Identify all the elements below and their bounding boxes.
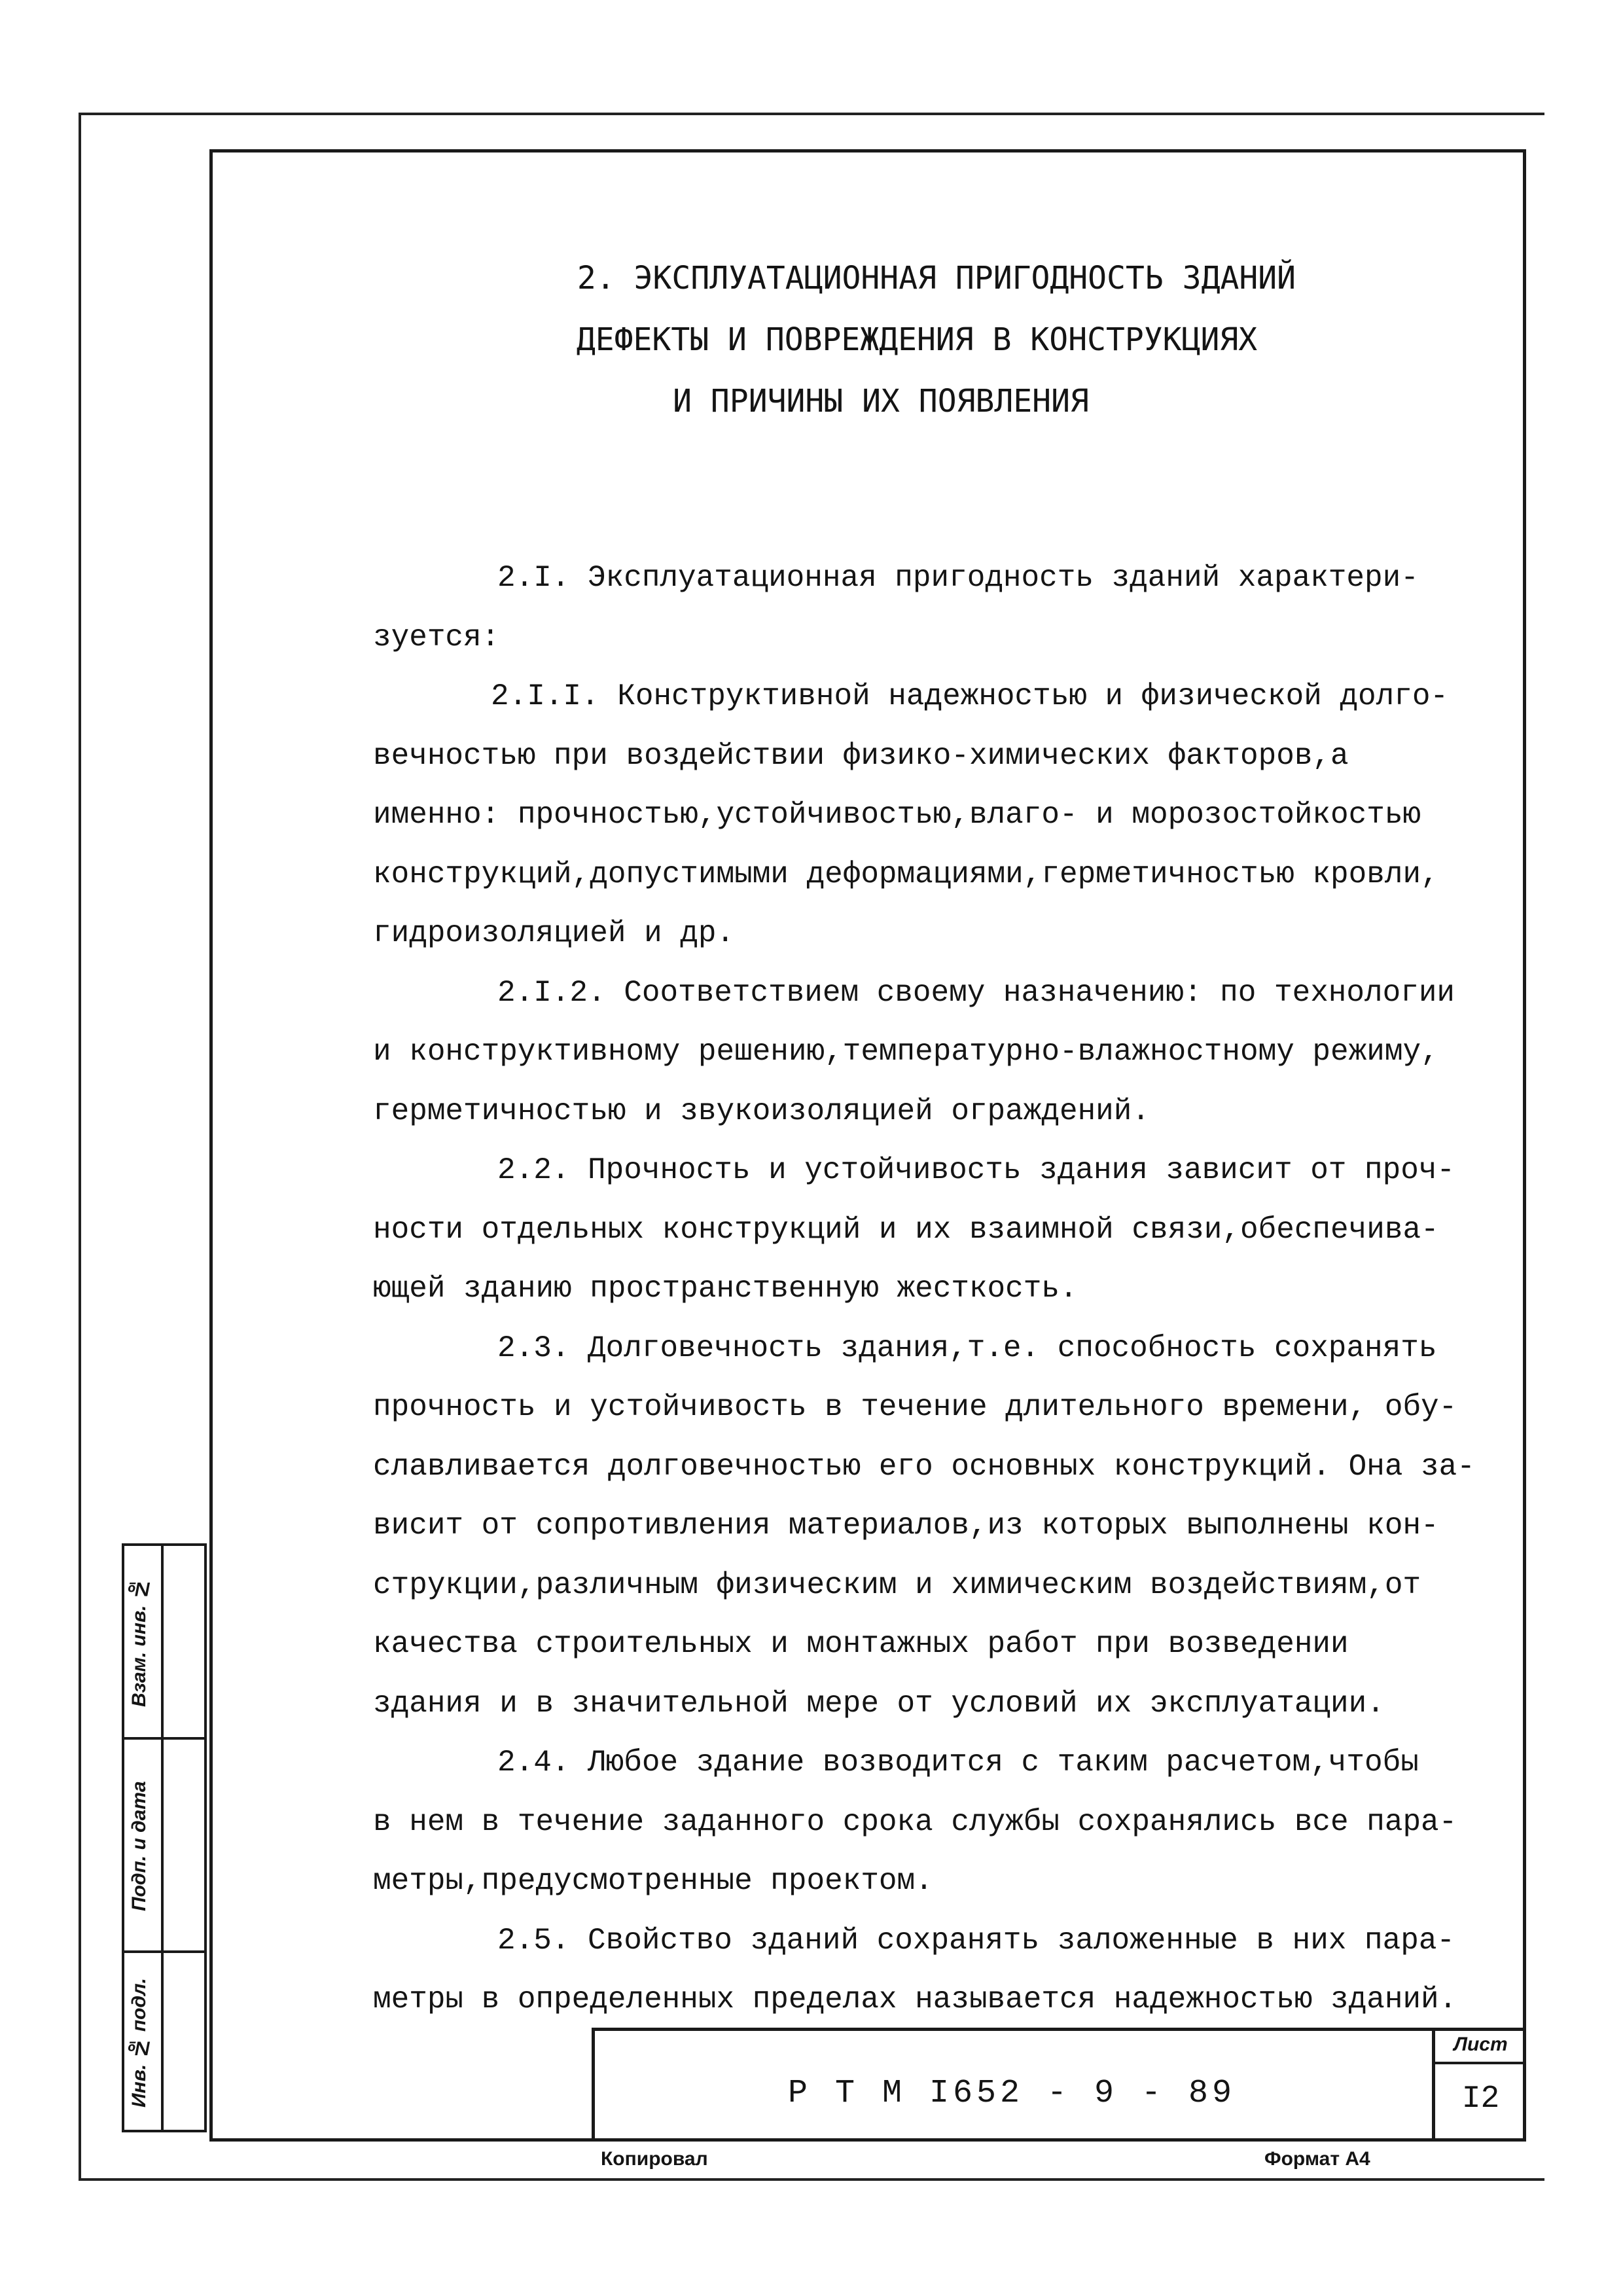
title-line-1: 2. ЭКСПЛУАТАЦИОННАЯ ПРИГОДНОСТЬ ЗДАНИЙ	[577, 260, 1296, 296]
text-line: вечностью при воздействии физико-химических факторов,а	[373, 738, 1349, 773]
text-line: висит от сопротивления материалов,из которых выполнены кон-	[373, 1509, 1439, 1543]
text-line: ности отдельных конструкций и их взаимной связи,обеспечива-	[373, 1212, 1439, 1247]
podp-label: Подп. и дата	[128, 1781, 150, 1912]
sheet-box	[1432, 2028, 1526, 2142]
text-line: 2.I. Эксплуатационная пригодность зданий характери-	[497, 561, 1419, 595]
text-line: гидроизоляцией и др.	[373, 916, 735, 950]
inv-label: Инв. № подл.	[128, 1978, 150, 2108]
footer-format: Формат А4	[1264, 2148, 1370, 2170]
text-line: прочность и устойчивость в течение длительного времени, обу-	[373, 1390, 1457, 1424]
text-line: 2.5. Свойство зданий сохранять заложенные в них пара-	[497, 1923, 1455, 1958]
title-line-2: ДЕФЕКТЫ И ПОВРЕЖДЕНИЯ В КОНСТРУКЦИЯХ	[576, 321, 1258, 358]
text-line: 2.3. Долговечность здания,т.е. способность сохранять	[497, 1331, 1437, 1365]
title-line-3: И ПРИЧИНЫ ИХ ПОЯВЛЕНИЯ	[673, 383, 1089, 420]
text-line: 2.2. Прочность и устойчивость здания зависит от проч-	[497, 1153, 1455, 1187]
text-line: герметичностью и звукоизоляцией ограждений.	[373, 1094, 1150, 1128]
sheet-number: I2	[1461, 2081, 1500, 2117]
text-line: ющей зданию пространственную жесткость.	[373, 1272, 1078, 1306]
body-text	[373, 548, 1486, 2030]
text-line: качества строительных и монтажных работ при возведении	[373, 1627, 1349, 1661]
text-line: метры,предусмотренные проектом.	[373, 1864, 933, 1898]
text-line: здания и в значительной мере от условий их эксплуатации.	[373, 1686, 1385, 1721]
footer-copied: Копировал	[601, 2148, 708, 2170]
side-cell-podp	[122, 1737, 207, 1953]
side-stamp	[122, 1543, 207, 2132]
side-cell-vzam	[122, 1543, 207, 1740]
document-code: Р Т М I652 - 9 - 89	[787, 2075, 1236, 2112]
section-title	[209, 247, 1526, 432]
text-line: метры в определенных пределах называется надежностью зданий.	[373, 1982, 1457, 2017]
text-line: 2.4. Любое здание возводится с таким расчетом,чтобы	[497, 1746, 1419, 1780]
text-line: зуется:	[373, 620, 500, 655]
vzam-label: Взам. инв. №	[128, 1578, 150, 1708]
text-line: именно: прочностью,устойчивостью,влаго- и морозостойкостью	[373, 798, 1421, 832]
side-cell-inv	[122, 1950, 207, 2132]
text-line: конструкций,допустимыми деформациями,герметичностью кровли,	[373, 857, 1439, 891]
text-line: и конструктивному решению,температурно-влажностному режиму,	[373, 1035, 1439, 1069]
text-line: 2.I.2. Соответствием своему назначению: по технологии	[497, 975, 1455, 1010]
text-line: в нем в течение заданного срока службы сохранялись все пара-	[373, 1804, 1457, 1839]
text-line: славливается долговечностью его основных конструкций. Она за-	[373, 1449, 1475, 1484]
text-line: 2.I.I. Конструктивной надежностью и физической долго-	[491, 679, 1449, 713]
text-line: струкции,различным физическим и химическим воздействиям,от	[373, 1568, 1421, 1602]
sheet-label: Лист	[1435, 2028, 1526, 2064]
